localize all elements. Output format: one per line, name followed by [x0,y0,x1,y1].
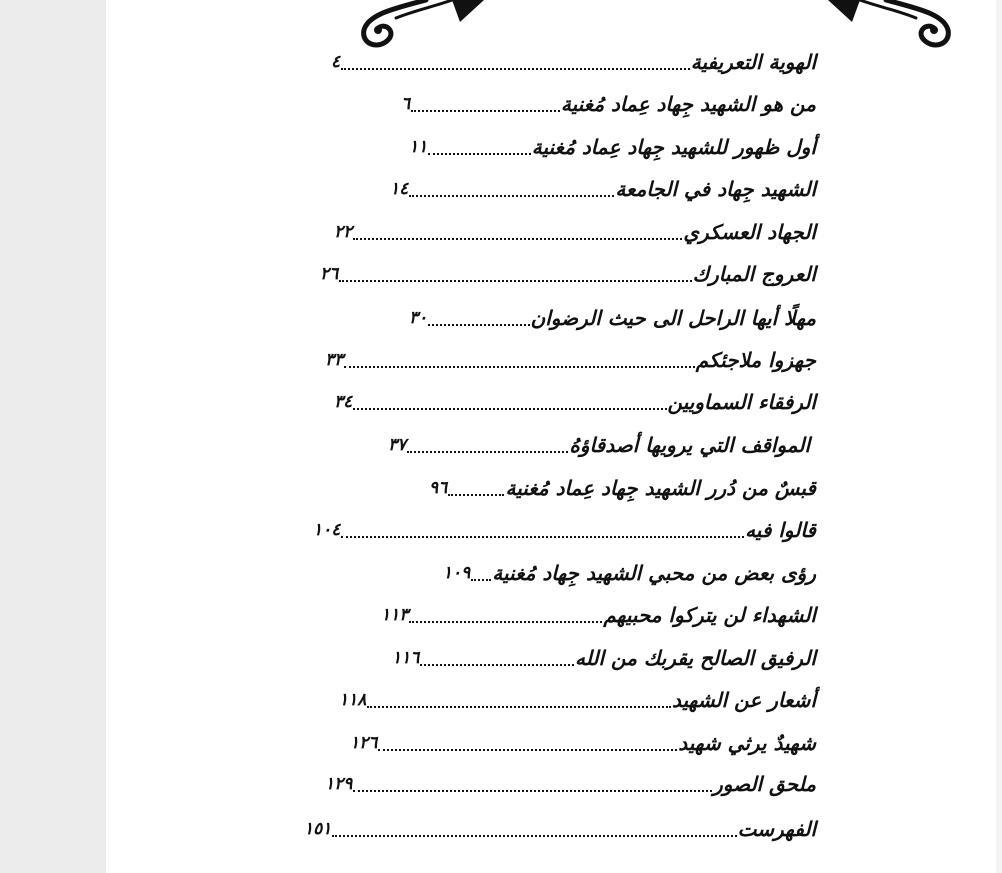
toc-entry-title: مهلًا أيها الراحل الى حيث الرضوان [530,306,816,330]
toc-entry-title: ملحق الصور [713,772,816,796]
toc-entry-title: أول ظهور للشهيد جِهاد عِماد مُغنية [531,135,816,159]
toc-leader-dots [367,706,671,708]
toc-entry-title: الهوية التعريفية [690,50,816,74]
toc-entry [339,683,816,715]
toc-entry [442,556,816,588]
toc-entry-page: ١٢٦ [350,733,378,753]
toc-entry [381,598,816,630]
toc-entry-title: الشهيد جِهاد في الجامعة [615,177,816,201]
toc-entry [409,130,816,162]
scan-right-margin [996,0,1002,873]
toc-entry-page: ٣٠ [409,308,428,328]
toc-entry-title: الشهداء لن يتركوا محبيهم [603,603,816,627]
toc-leader-dots [420,664,574,666]
toc-entry-page: ٣٣ [325,350,344,370]
toc-entry-page: ١١٨ [339,690,367,710]
toc-entry-page: ٢٦ [320,264,339,284]
toc-entry-page: ٤ [331,52,341,72]
toc-entry-page: ٢٢ [334,222,353,242]
toc-leader-dots [411,110,560,112]
toc-entry-title: العروج المبارك [692,262,816,286]
toc-leader-dots [428,153,531,155]
toc-entry [313,513,816,545]
toc-leader-dots [353,790,712,792]
toc-entry-page: ٩٦ [429,478,448,498]
toc-entry-title: الرفيق الصالح يقربك من الله [575,646,816,670]
toc-leader-dots [339,280,691,282]
toc-entry [390,172,816,204]
toc-entry-title: قالوا فيه [745,518,816,542]
toc-entry-title: رؤى بعض من محبي الشهيد جِهاد مُغنية [492,561,816,585]
toc-leader-dots [378,749,677,751]
toc-entry [304,812,816,844]
toc-entry [401,87,816,119]
toc-leader-dots [353,408,666,410]
toc-entry-title: الجهاد العسكري [683,220,816,244]
toc-entry-page: ٣٤ [334,392,353,412]
toc-entry-page: ١٠٤ [313,520,341,540]
toc-entry [320,257,816,289]
toc-entry [429,471,816,503]
toc-entry [334,385,816,417]
toc-leader-dots [471,579,491,581]
toc-leader-dots [353,238,682,240]
toc-entry [334,215,816,247]
toc-entry-title: الرفقاء السماويين [667,390,816,414]
toc-entry [350,726,816,758]
toc-entry-title: من هو الشهيد جِهاد عِماد مُغنية [560,92,816,116]
toc-entry-page: ١٢٩ [325,774,353,794]
toc-entry-page: ٦ [401,94,411,114]
toc-entry [325,767,816,799]
toc-leader-dots [341,68,690,70]
toc-entry-page: ١٠٩ [442,563,471,583]
scan-left-margin [0,0,106,873]
toc-entry-page: ١٥١ [304,819,332,839]
toc-leader-dots [344,366,695,368]
toc-entry-title: الفهرست [737,817,816,841]
toc-entry [409,301,816,333]
toc-leader-dots [448,494,504,496]
toc-leader-dots [332,835,736,837]
toc-entry-title: أشعار عن الشهيد [671,688,816,712]
toc-entry-title: المواقف التي يرويها أصدقاؤهُ [569,433,810,457]
toc-entry-page: ١١٣ [381,605,409,625]
toc-entry-title: قبسٌ من دُرر الشهيد جِهاد عِماد مُغنية [505,476,816,500]
toc-entry [325,343,816,375]
toc-entry-page: ٣٧ [388,435,407,455]
toc-entry-page: ١١٦ [392,648,420,668]
toc-leader-dots [428,324,529,326]
toc-leader-dots [341,536,744,538]
toc-entry-page: ١٤ [390,179,409,199]
toc-leader-dots [409,195,614,197]
toc-entry-page: ١١ [409,137,428,157]
toc-entry-title: جهزوا ملاجئكم [695,348,816,372]
toc-entry-title: شهيدٌ يرثي شهيد [678,731,816,755]
toc-leader-dots [407,451,568,453]
table-of-contents [106,0,996,873]
toc-entry [388,428,810,460]
toc-entry [392,641,816,673]
document-page [106,0,996,873]
toc-entry [331,45,816,77]
toc-leader-dots [409,621,602,623]
